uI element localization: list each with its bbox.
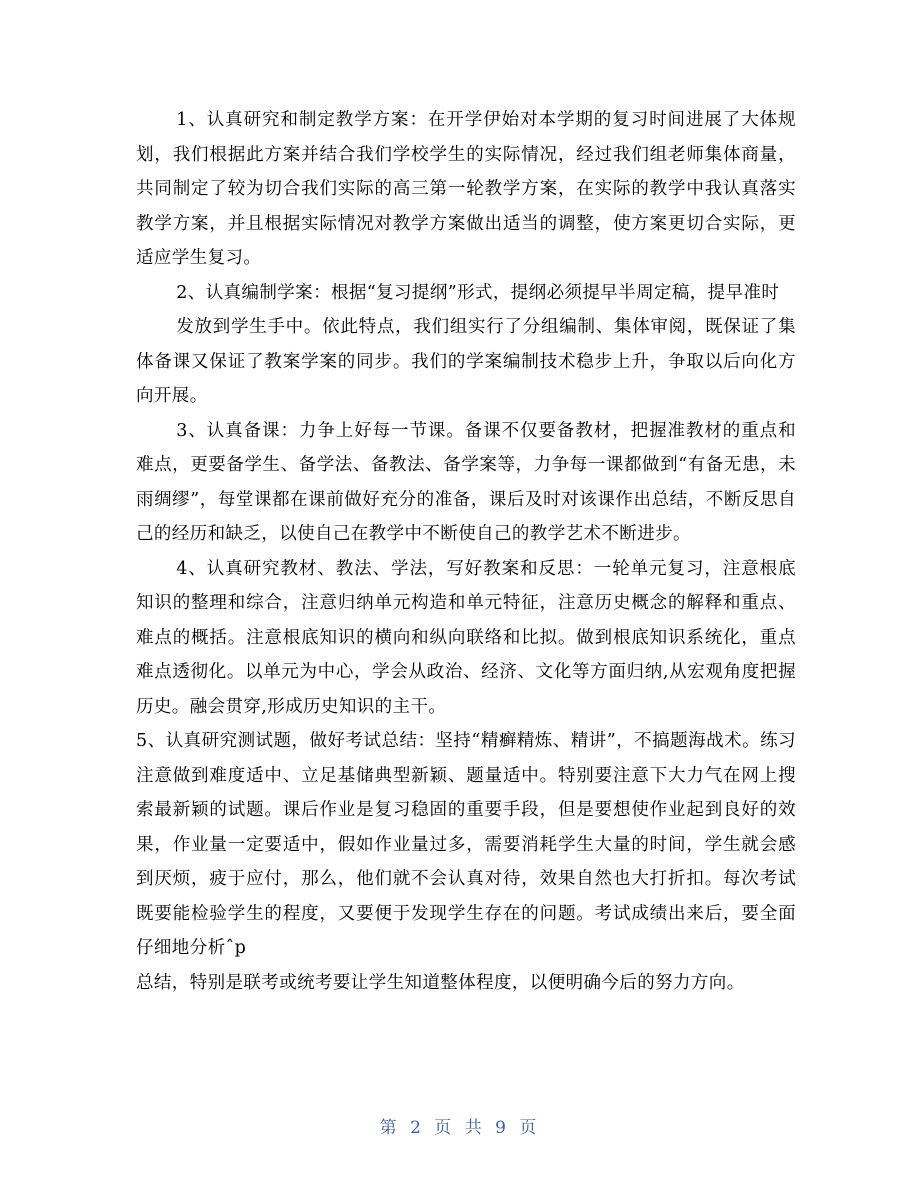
paragraph-3: 发放到学生手中。依此特点，我们组实行了分组编制、集体审阅，既保证了集体备课又保证了教案学案的同步。我们的学案编制技术稳步上升，争取以后向化方向开展。: [136, 317, 796, 406]
paragraph-4: 3、认真备课：力争上好每一节课。备课不仅要备教材，把握准教材的重点和难点，更要备学生、备学法、备教法、备学案等，力争每一课都做到“有备无患，未雨绸缪”，每堂课都在课前做好充分的准备，课后及时对该课作出总结，不断反思自己的经历和缺乏，以使自己在教学中不断使自己的教学艺术不断进步。: [136, 420, 796, 544]
paragraph-7: 总结，特别是联考或统考要让学生知道整体程度，以便明确今后的努力方向。: [136, 972, 745, 993]
paragraph-5: 4、认真研究教材、教法、学法，写好教案和反思：一轮单元复习，注意根底知识的整理和综合，注意归纳单元构造和单元特征，注意历史概念的解释和重点、难点的概括。注意根底知识的横向和纵向联络和比拟。做到根底知识系统化，重点难点透彻化。以单元为中心，学会从政治、经济、文化等方面归纳,从宏观角度把握历史。融会贯穿,形成历史知识的主干。: [136, 558, 796, 717]
body-text: [136, 103, 796, 1000]
page-number-footer: 第 2 页 共 9 页: [379, 1118, 541, 1138]
paragraph-6: 5、认真研究测试题，做好考试总结：坚持“精癣精炼、精讲”，不搞题海战术。练习注意做到难度适中、立足基储典型新颖、题量适中。特别要注意下大力气在网上搜索最新颖的试题。课后作业是复习稳固的重要手段，但是要想使作业起到良好的效果，作业量一定要适中，假如作业量过多，需要消耗学生大量的时间，学生就会感到厌烦，疲于应付，那么，他们就不会认真对待，效果自然也大打折扣。每次考试既要能检验学生的程度，又要便于发现学生存在的问题。考试成绩出来后，要全面仔细地分析ˆp: [136, 731, 796, 958]
paragraph-1: 1、认真研究和制定教学方案：在开学伊始对本学期的复习时间进展了大体规划，我们根据此方案并结合我们学校学生的实际情况，经过我们组老师集体商量，共同制定了较为切合我们实际的高三第一轮教学方案，在实际的教学中我认真落实教学方案，并且根据实际情况对教学方案做出适当的调整，使方案更切合实际，更适应学生复习。: [136, 110, 796, 268]
paragraph-2: 2、认真编制学案：根据“复习提纲”形式，提纲必须提早半周定稿，提早准时: [176, 282, 780, 303]
